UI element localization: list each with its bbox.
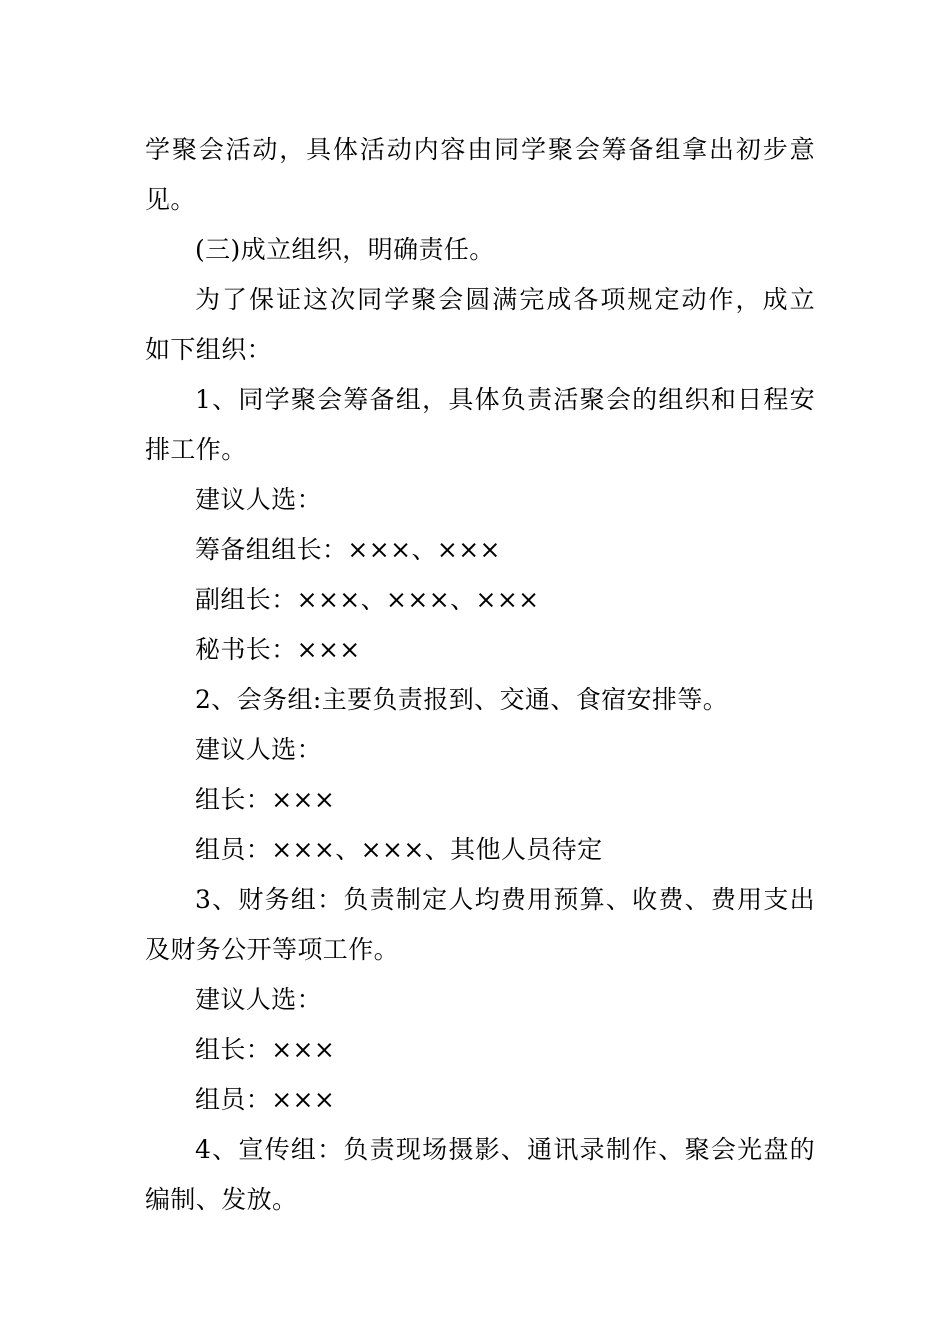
role-line: 组员：×××、×××、其他人员待定 xyxy=(195,835,603,864)
candidate-label: 建议人选： xyxy=(195,485,323,514)
paragraph-line: 如下组织： xyxy=(145,335,273,364)
list-item-4: 4、宣传组：负责现场摄影、通讯录制作、聚会光盘的 xyxy=(195,1135,815,1164)
paragraph-line: 编制、发放。 xyxy=(145,1185,298,1214)
paragraph-line: 及财务公开等项工作。 xyxy=(145,935,400,964)
list-item-3: 3、财务组：负责制定人均费用预算、收费、费用支出 xyxy=(195,885,815,914)
paragraph-line: 学聚会活动，具体活动内容由同学聚会筹备组拿出初步意 xyxy=(145,135,815,164)
candidate-label: 建议人选： xyxy=(195,985,323,1014)
paragraph-line: 排工作。 xyxy=(145,435,247,464)
role-line: 副组长：×××、×××、××× xyxy=(195,585,540,614)
paragraph-line: 见。 xyxy=(145,185,196,214)
role-line: 组长：××× xyxy=(195,1035,336,1064)
candidate-label: 建议人选： xyxy=(195,735,323,764)
list-item-2: 2、会务组:主要负责报到、交通、食宿安排等。 xyxy=(195,685,729,714)
role-line: 组员：××× xyxy=(195,1085,336,1114)
role-line: 秘书长：××× xyxy=(195,635,361,664)
role-line: 筹备组组长：×××、××× xyxy=(195,535,501,564)
role-line: 组长：××× xyxy=(195,785,336,814)
section-heading: (三)成立组织，明确责任。 xyxy=(195,235,495,264)
list-item-1: 1、同学聚会筹备组，具体负责活聚会的组织和日程安 xyxy=(195,385,815,414)
paragraph-line: 为了保证这次同学聚会圆满完成各项规定动作，成立 xyxy=(195,285,815,314)
